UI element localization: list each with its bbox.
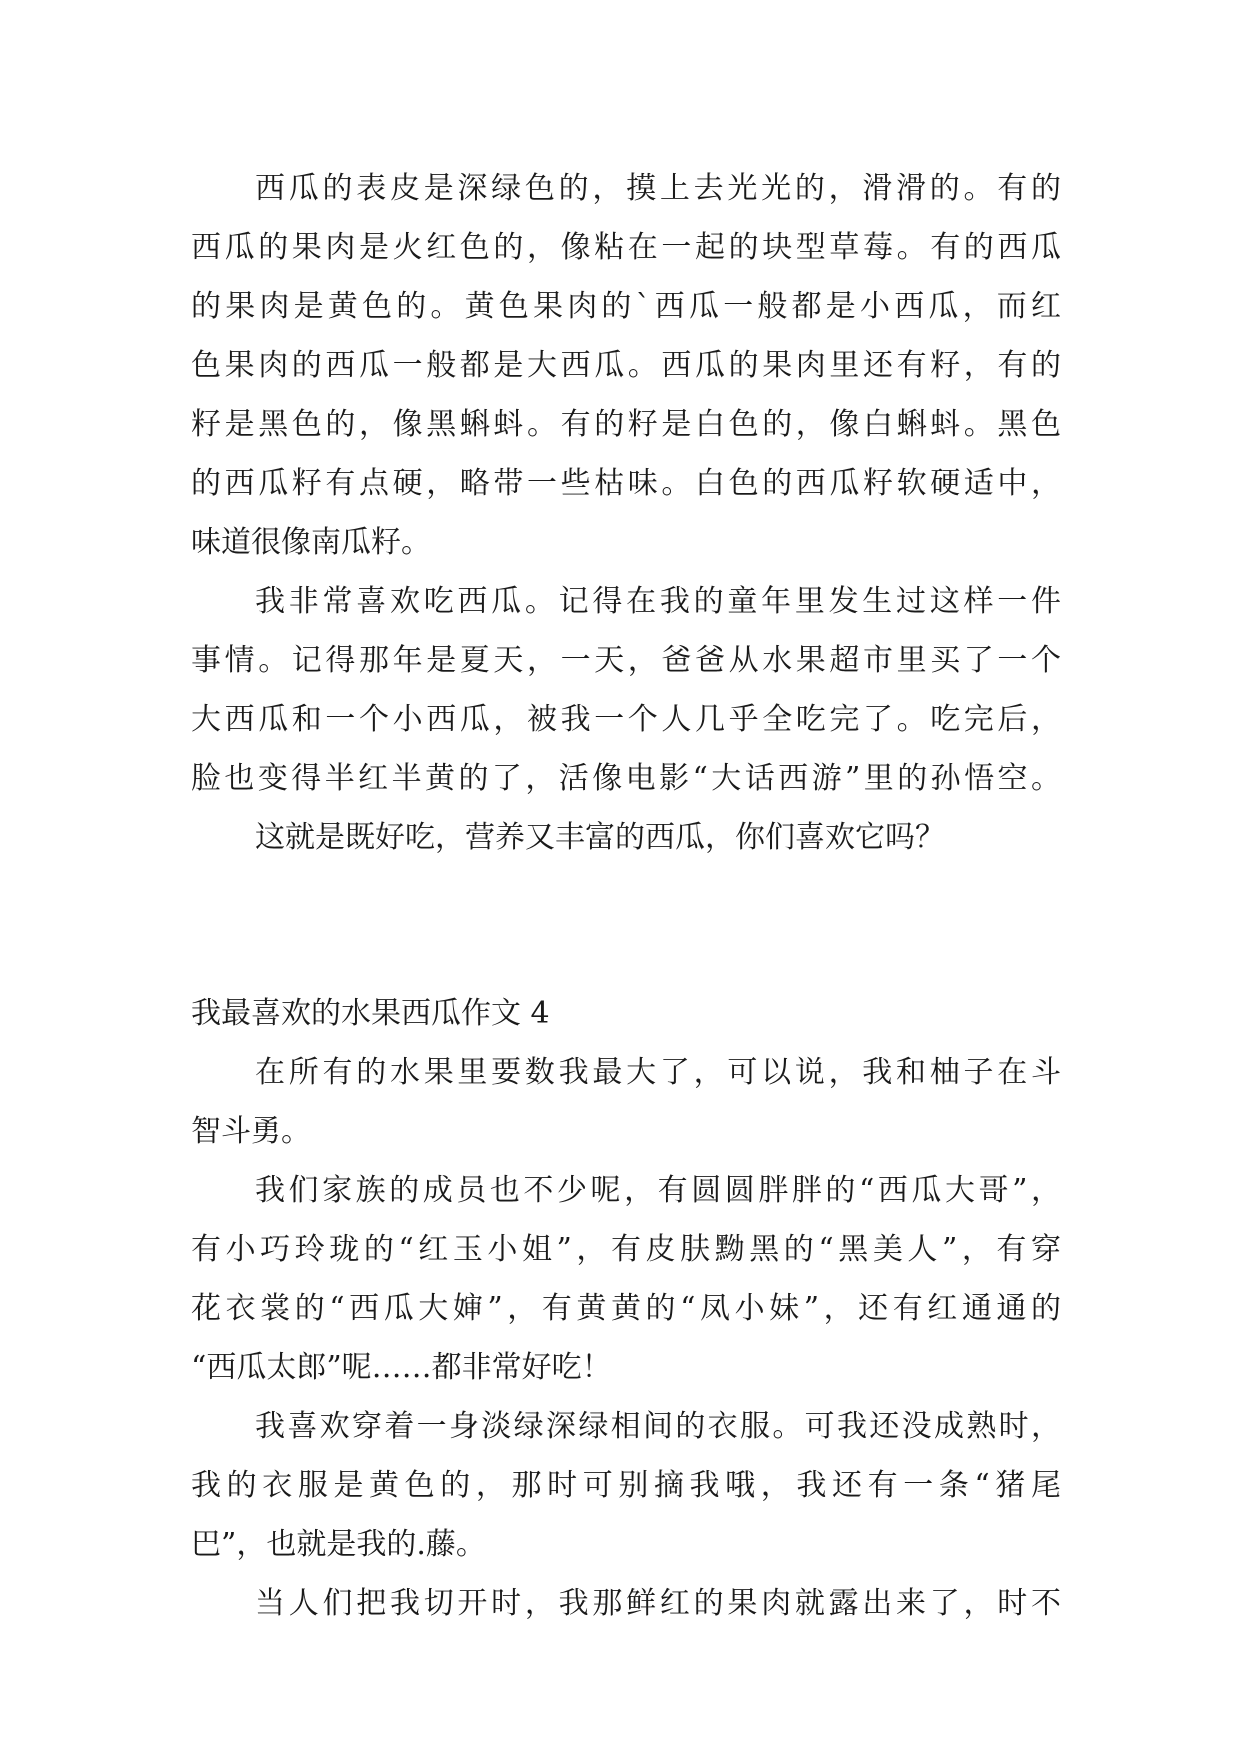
paragraph-line: 味道很像南瓜籽。 (191, 525, 431, 560)
essay-heading: 我最喜欢的水果西瓜作文 4 (191, 996, 550, 1031)
paragraph-line: 花衣裳的“西瓜大婶”，有黄黄的“凤小妹”，还有红通通的 (191, 1291, 1061, 1326)
paragraph-line: 这就是既好吃，营养又丰富的西瓜，你们喜欢它吗？ (255, 820, 945, 855)
paragraph-line: 我非常喜欢吃西瓜。记得在我的童年里发生过这样一件 (255, 584, 1061, 619)
paragraph-line: 我喜欢穿着一身淡绿深绿相间的衣服。可我还没成熟时， (255, 1409, 1061, 1444)
paragraph-line: 事情。记得那年是夏天，一天，爸爸从水果超市里买了一个 (191, 643, 1061, 678)
paragraph-line: 西瓜的表皮是深绿色的，摸上去光光的，滑滑的。有的 (255, 171, 1061, 206)
paragraph-line: 大西瓜和一个小西瓜，被我一个人几乎全吃完了。吃完后， (191, 702, 1061, 737)
paragraph-line: 籽是黑色的，像黑蝌蚪。有的籽是白色的，像白蝌蚪。黑色 (191, 407, 1061, 442)
paragraph-line: 智斗勇。 (191, 1114, 311, 1149)
paragraph-line: 的果肉是黄色的。黄色果肉的`西瓜一般都是小西瓜，而红 (191, 289, 1061, 324)
paragraph-line: 当人们把我切开时，我那鲜红的果肉就露出来了，时不 (255, 1586, 1061, 1621)
paragraph-line: 我们家族的成员也不少呢，有圆圆胖胖的“西瓜大哥”， (255, 1173, 1061, 1208)
paragraph-line: “西瓜太郎”呢……都非常好吃！ (191, 1350, 612, 1385)
paragraph-line: 在所有的水果里要数我最大了，可以说，我和柚子在斗 (255, 1055, 1061, 1090)
document-body (191, 159, 1061, 1633)
paragraph-line: 色果肉的西瓜一般都是大西瓜。西瓜的果肉里还有籽，有的 (191, 348, 1061, 383)
section-gap (191, 867, 1061, 984)
paragraph-line: 西瓜的果肉是火红色的，像粘在一起的块型草莓。有的西瓜 (191, 230, 1061, 265)
paragraph-line: 的西瓜籽有点硬，略带一些枯味。白色的西瓜籽软硬适中， (191, 466, 1061, 501)
paragraph-line: 我的衣服是黄色的，那时可别摘我哦，我还有一条“猪尾 (191, 1468, 1061, 1503)
paragraph-line: 巴”，也就是我的.藤。 (191, 1527, 486, 1562)
paragraph-line: 脸也变得半红半黄的了，活像电影“大话西游”里的孙悟空。 (191, 761, 1061, 796)
paragraph-line: 有小巧玲珑的“红玉小姐”，有皮肤黝黑的“黑美人”，有穿 (191, 1232, 1061, 1267)
